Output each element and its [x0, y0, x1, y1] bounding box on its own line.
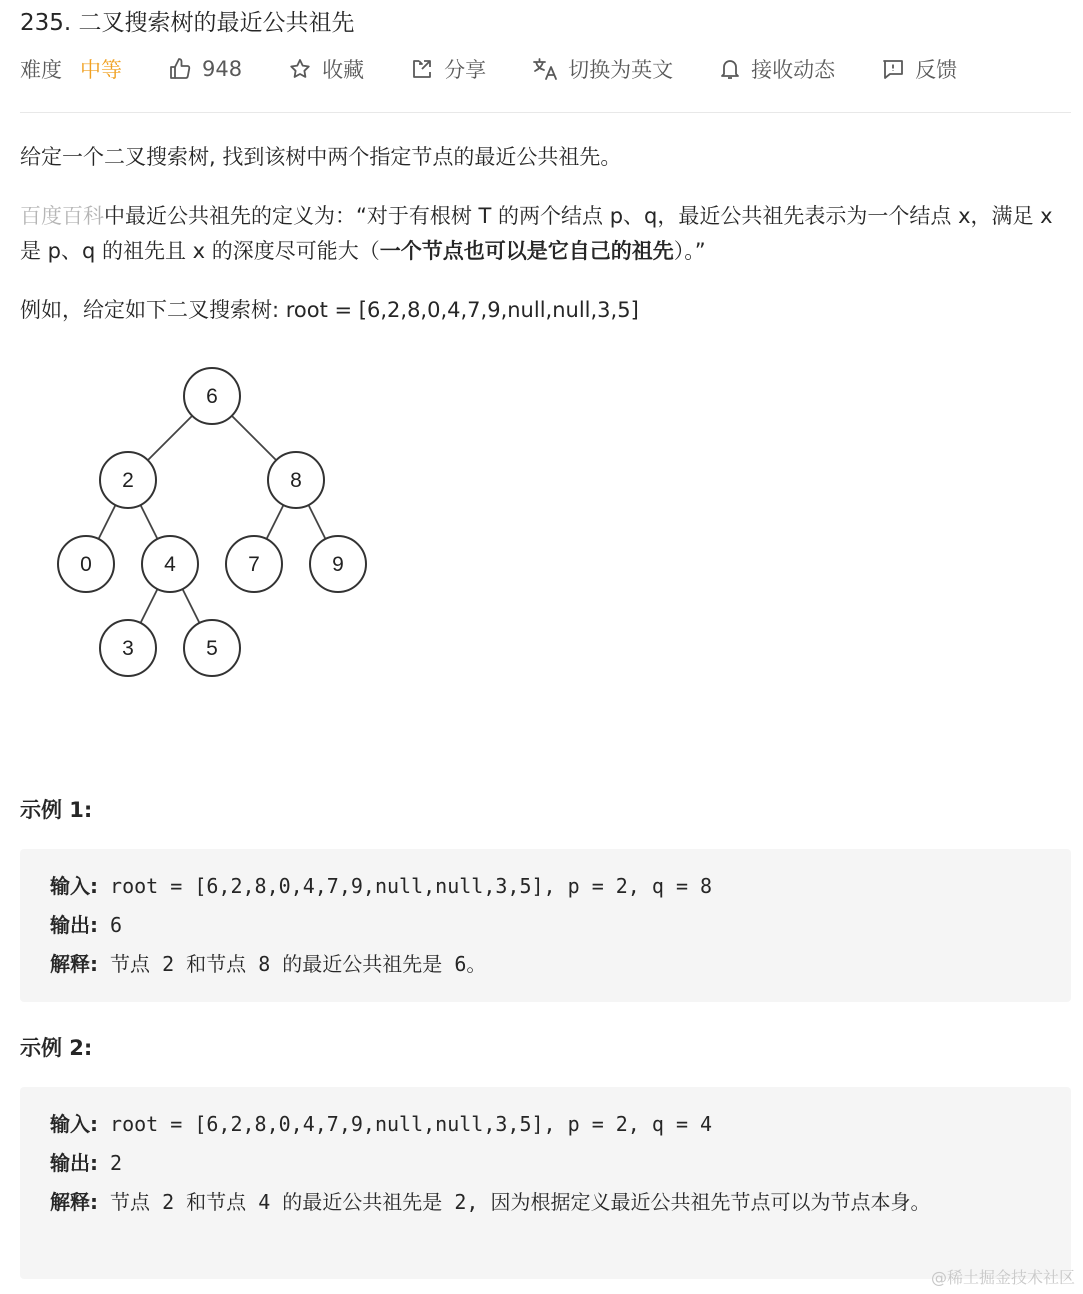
definition-bold-text: 一个节点也可以是它自己的祖先 [379, 239, 674, 263]
star-icon [288, 57, 312, 81]
explain-label: 解释: [50, 1190, 98, 1214]
tree-node-label: 8 [290, 469, 302, 492]
share-label: 分享 [444, 58, 487, 82]
tree-node-label: 3 [122, 637, 134, 660]
subscribe-label: 接收动态 [751, 58, 836, 82]
input-label: 输入: [50, 874, 98, 898]
tree-node-label: 2 [122, 469, 134, 492]
description-paragraph-1: 给定一个二叉搜索树, 找到该树中两个指定节点的最近公共祖先。 [20, 145, 622, 169]
favorite-button[interactable] [288, 54, 364, 84]
tree-node-label: 5 [206, 637, 218, 660]
difficulty-label: 难度 [20, 58, 62, 82]
problem-meta-bar [20, 52, 1003, 86]
feedback-label: 反馈 [915, 58, 958, 82]
example-1-code-block [20, 849, 1071, 1002]
example-output: 6 [110, 913, 123, 937]
share-icon [410, 57, 434, 81]
translate-icon [532, 57, 558, 81]
header-divider [20, 112, 1071, 113]
example-input: root = [6,2,8,0,4,7,9,null,null,3,5], p = 2, q = 8 [110, 874, 713, 898]
example-1-title: 示例 1: [20, 798, 93, 822]
baidu-baike-link[interactable]: 百度百科 [20, 204, 104, 228]
explain-label: 解释: [50, 952, 98, 976]
example-output: 2 [110, 1151, 123, 1175]
example-explanation: 节点 2 和节点 8 的最近公共祖先是 6。 [110, 952, 487, 976]
favorite-label: 收藏 [322, 58, 365, 82]
definition-text-end: ）。” [673, 239, 706, 263]
feedback-icon [881, 57, 905, 81]
tree-node-label: 7 [248, 553, 260, 576]
like-count: 948 [202, 57, 243, 81]
example-2-title: 示例 2: [20, 1036, 93, 1060]
watermark: @稀土掘金技术社区 [930, 1268, 1075, 1287]
bell-icon [719, 57, 741, 81]
switch-language-button[interactable] [532, 54, 673, 84]
tree-node-label: 4 [164, 553, 176, 576]
tree-node-label: 9 [332, 553, 344, 576]
output-label: 输出: [50, 1151, 98, 1175]
example-input: root = [6,2,8,0,4,7,9,null,null,3,5], p = 2, q = 4 [110, 1112, 713, 1136]
like-button[interactable] [168, 57, 242, 81]
subscribe-button[interactable] [719, 54, 835, 84]
thumbs-up-icon [168, 57, 192, 81]
tree-node-label: 6 [206, 385, 218, 408]
tree-node-label: 0 [80, 553, 92, 576]
feedback-button[interactable] [881, 54, 957, 84]
output-label: 输出: [50, 913, 98, 937]
switch-language-label: 切换为英文 [568, 58, 674, 82]
definition-text: 中最近公共祖先的定义为：“对于有根树 T 的两个结点 p、q，最近公共祖先表示为一个结点 x，满足 x 是 p、q 的祖先且 x 的深度尽可能大（ [20, 204, 1053, 263]
example-explanation: 节点 2 和节点 4 的最近公共祖先是 2, 因为根据定义最近公共祖先节点可以为节点本身。 [110, 1190, 931, 1214]
problem-title: 235. 二叉搜索树的最近公共祖先 [20, 10, 355, 36]
description-paragraph-2 [20, 199, 1069, 269]
description-paragraph-3: 例如，给定如下二叉搜索树: root = [6,2,8,0,4,7,9,null,null,3,5] [20, 298, 639, 322]
input-label: 输入: [50, 1112, 98, 1136]
difficulty-badge: 中等 [80, 58, 122, 82]
binary-search-tree-diagram [40, 358, 380, 698]
example-2-code-block [20, 1087, 1071, 1279]
share-button[interactable] [410, 54, 486, 84]
